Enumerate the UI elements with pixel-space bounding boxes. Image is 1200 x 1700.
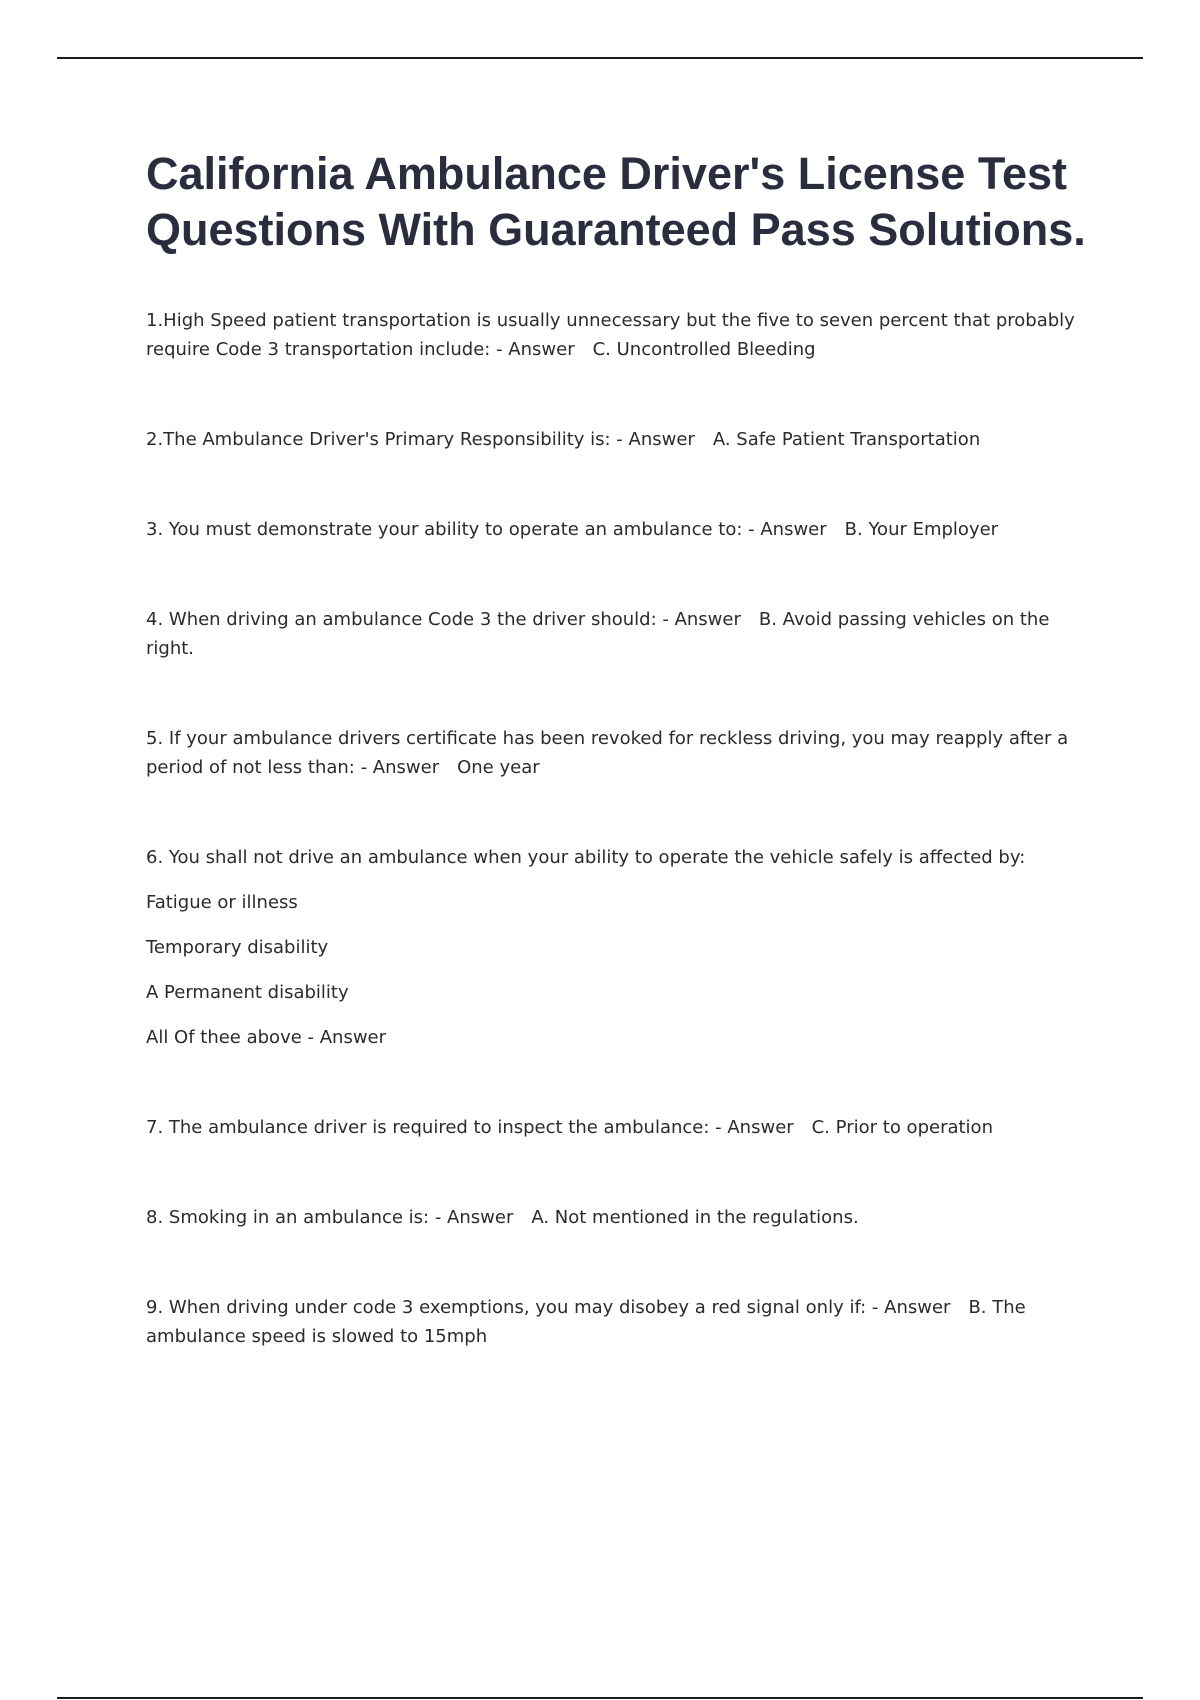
- answer-text: C. Prior to operation: [811, 1117, 993, 1138]
- question-item: [146, 724, 1086, 782]
- top-rule: [57, 57, 1143, 59]
- question-item: [146, 1293, 1086, 1351]
- question-text: 1.High Speed patient transportation is usually unnecessary but the five to seven percent that probably require Code 3 transportation include: - Answer: [146, 310, 1075, 360]
- question-text: 6. You shall not drive an ambulance when your ability to operate the vehicle safely is affected by:: [146, 847, 1026, 868]
- question-item: [146, 1113, 1086, 1142]
- document-body: [146, 146, 1086, 1412]
- question-text: 7. The ambulance driver is required to inspect the ambulance: - Answer: [146, 1117, 794, 1138]
- document-title: California Ambulance Driver's License Test Questions With Guaranteed Pass Solutions.: [146, 148, 1086, 255]
- bottom-rule: [57, 1697, 1143, 1699]
- question-text: 8. Smoking in an ambulance is: - Answer: [146, 1207, 514, 1228]
- question-item: [146, 306, 1086, 364]
- question-text: 4. When driving an ambulance Code 3 the driver should: - Answer: [146, 609, 741, 630]
- question-text: 2.The Ambulance Driver's Primary Responsibility is: - Answer: [146, 429, 695, 450]
- answer-text: B. Your Employer: [844, 519, 999, 540]
- question-item: [146, 843, 1086, 1052]
- question-item: [146, 425, 1086, 454]
- question-item: [146, 605, 1086, 663]
- question-item: [146, 1203, 1086, 1232]
- answer-option: A Permanent disability: [146, 982, 349, 1003]
- answer-option: Temporary disability: [146, 937, 329, 958]
- answer-text: A. Safe Patient Transportation: [712, 429, 981, 450]
- answer-options: [146, 888, 1086, 1052]
- answer-option: Fatigue or illness: [146, 892, 298, 913]
- answer-text: A. Not mentioned in the regulations.: [531, 1207, 859, 1228]
- question-text: 3. You must demonstrate your ability to operate an ambulance to: - Answer: [146, 519, 827, 540]
- question-text: 5. If your ambulance drivers certificate has been revoked for reckless driving, you may reapply after a period of not less than: - Answer: [146, 728, 1069, 778]
- answer-option: All Of thee above - Answer: [146, 1027, 387, 1048]
- answer-text: C. Uncontrolled Bleeding: [592, 339, 816, 360]
- answer-text: B. The ambulance speed is slowed to 15mph: [146, 1297, 1026, 1347]
- question-list: [146, 306, 1086, 1351]
- answer-text: B. Avoid passing vehicles on the right.: [146, 609, 1050, 659]
- question-text: 9. When driving under code 3 exemptions, you may disobey a red signal only if: - Answer: [146, 1297, 951, 1318]
- answer-text: One year: [457, 757, 540, 778]
- question-item: [146, 515, 1086, 544]
